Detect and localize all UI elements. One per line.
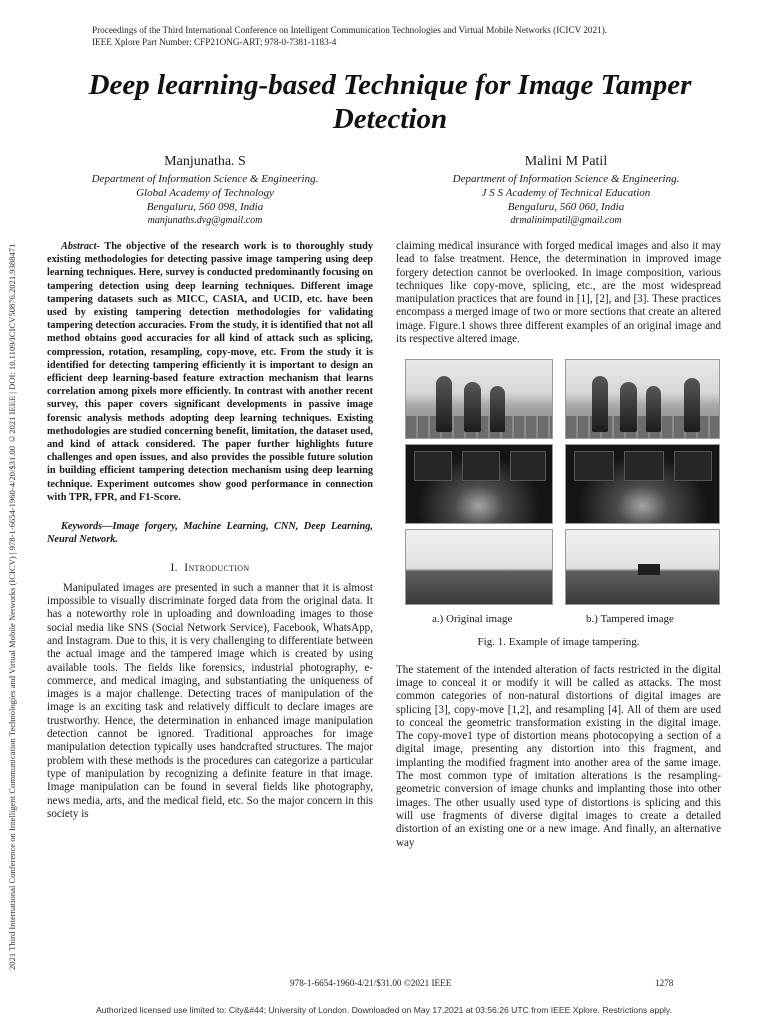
monitor-panel-shape <box>462 451 500 481</box>
figure-image-original-field <box>405 529 553 605</box>
header-line-2: IEEE Xplore Part Number: CFP21ONG-ART; 978-0-7381-1183-4 <box>92 37 337 47</box>
person-shape <box>464 382 481 432</box>
body-paragraph-1: claiming medical insurance with forged medical images and also it may lead to false treatment. Hence, the determination in improved image forgery detection cannot be overlooked. In image composition, various techniques like copy-move, splicing, etc., are the most widespread manipulation practices that are found in [1], [2], and [3]. These practices encompass a merged image of two or more sections that create an altered image. Figure.1 shows three different examples of an original image and its respective altered image. <box>396 240 721 346</box>
monitor-panel-shape <box>414 451 452 481</box>
section-heading-introduction <box>47 562 373 575</box>
author-email[interactable]: drmalinimpatil@gmail.com <box>510 215 622 226</box>
monitor-panel-shape <box>574 451 614 481</box>
person-shape <box>436 376 452 432</box>
section-first-letter: I <box>184 562 189 575</box>
inserted-shed-shape <box>638 564 660 575</box>
monitor-panel-shape <box>510 451 546 481</box>
left-column <box>47 240 373 821</box>
abstract-lead: Abstract- <box>61 241 100 252</box>
author-department: Department of Information Science & Engineering. <box>452 173 680 185</box>
header-line-1: Proceedings of the Third International Conference on Intelligent Communication Technologies and Virtual Mobile Networks (ICICV 2021). <box>92 25 608 35</box>
author-name: Malini M Patil <box>524 154 608 169</box>
paper-title: Deep learning-based Technique for Image Tamper Detection <box>88 69 692 135</box>
body-paragraph-2: The statement of the intended alteration of facts restricted in the digital image to conceal it or modify it will be called as attacks. The most common categories of non-natural distortions of digital images are splicing [3], copy-move [1,2], and resampling [4]. All of them are used to conceal the geometric transformation existing in the digital image. The copy-move1 type of distortion means photocopying a section of a digital image, presenting any distortion into this fragment, and implanting the modified fragment into another area of the same image. The most common type of imitation alterations is the resampling-geometric conversion of image chunks and implanting those into other images. The other usually used type of distortions is splicing and this will use fragments of diverse digital images to create a detailed distortion of an existing one or a new image. And finally, an alternative way <box>396 663 721 849</box>
monitor-panel-shape <box>674 451 712 481</box>
author-institution: J S S Academy of Technical Education <box>481 187 651 199</box>
person-shape <box>620 382 637 432</box>
inserted-person-shape <box>684 378 700 432</box>
person-shape <box>592 376 608 432</box>
author-city: Bengaluru, 560 098, India <box>146 201 264 213</box>
side-doi-note: 2021 Third International Conference on Intelligent Communication Technologies and Virtual Mobile Networks (ICICV) | 978-1-6654-1960-4/20/$31.00 ©2021 IEEE | DOI: 10.1109/ICICV50876.2021.9388471 <box>7 243 17 970</box>
author-block-1 <box>40 153 370 227</box>
figure-caption: Fig. 1. Example of image tampering. <box>477 636 640 649</box>
intro-paragraph: Manipulated images are presented in such a manner that it is almost impossible to visually discriminate forged data from the original data. It has a noteworthy role in uploading and downloading images to those social media like SNS (Social Network Service), Facebook, WhatsApp, and Instagram. Due to this, it is very challenging to differentiate between the actual image and the tampered image which is created by using available tools. The fields like forensics, industrial photography, e-commerce, and medical imaging, and substantiating the uniqueness of images is a major challenge. Detecting traces of manipulation of the image is an exciting task and relatively difficult to declare images are trustworthy. Hence, the determination in enhanced image manipulation detection cannot be ignored. Traditional approaches for image manipulation detection typically uses handcrafted structures. The major problem with these methods is the procedures can categorize a particular type of manipulation by recognizing a definite feature in that image. Image manipulation can be found in several fields like photography, news media, arts, and the medical field, etc. So the major concern in this society is <box>47 581 373 820</box>
figure-image-tampered-photo <box>565 359 720 439</box>
abstract <box>47 240 373 504</box>
author-institution: Global Academy of Technology <box>136 187 274 199</box>
author-email[interactable]: manjunaths.dvg@gmail.com <box>147 215 263 226</box>
figure-image-tampered-control-room <box>565 444 720 524</box>
figure-subcaptions <box>396 613 721 631</box>
proceedings-header <box>92 24 732 48</box>
figure-image-tampered-field <box>565 529 720 605</box>
right-column <box>396 240 721 850</box>
abstract-text: The objective of the research work is to thoroughly study existing methodologies for detecting passive image tampering using deep learning techniques. Here, survey is conducted predominantly focusing on tampering detection using deep learning techniques. Different image tampering datasets such as MICC, CASIA, and UCID, etc. have been used by existing tampering detection methodologies for validating tampering detection accuracies. From the study, it is identified that not all method obtains good accuracies for all kind of attack such as splicing, compression, rotation, resampling, copy-move, etc. From the study it is identified for detecting tampering efficiently it is important to design an efficient deep learning-based feature extraction mechanism that learns correlation among pixels more efficiently. In contrast with another recent survey, this paper covers significant developments in passive image forensic analysis methods adopting deep learning techniques. Existing methodologies are studied concerning benefit, limitation, the dataset used, and kind of attack considered. The paper further highlights future challenges and open issues, and also provides the possible future solution in building efficient tampering detection mechanism using deep learning technique. Experiment outcomes show good performance in connection with TPR, FPR, and F1-Score. <box>47 241 373 503</box>
page-number: 1278 <box>655 978 674 988</box>
author-department: Department of Information Science & Engineering. <box>91 173 319 185</box>
author-block-2 <box>398 153 734 227</box>
person-shape <box>490 386 505 432</box>
author-city: Bengaluru, 560 060, India <box>507 201 625 213</box>
figure-image-original-control-room <box>405 444 553 524</box>
section-title-rest: ntroduction <box>188 562 250 575</box>
section-number: I. <box>170 562 178 575</box>
figure-1 <box>405 359 720 605</box>
keywords: Keywords—Image forgery, Machine Learning, CNN, Deep Learning, Neural Network. <box>47 521 373 546</box>
license-notice: Authorized licensed use limited to: City&#44; University of London. Downloaded on May 17,2021 at 03:56:26 UTC from IEEE Xplore. Restrictions apply. <box>96 1005 672 1015</box>
subcaption-tampered: b.) Tampered image <box>586 613 674 626</box>
subcaption-original: a.) Original image <box>432 613 513 626</box>
author-name: Manjunatha. S <box>164 154 246 169</box>
monitor-panel-shape <box>624 451 664 481</box>
figure-image-original-photo <box>405 359 553 439</box>
person-shape <box>646 386 661 432</box>
copyright-footer: 978-1-6654-1960-4/21/$31.00 ©2021 IEEE <box>290 978 452 988</box>
